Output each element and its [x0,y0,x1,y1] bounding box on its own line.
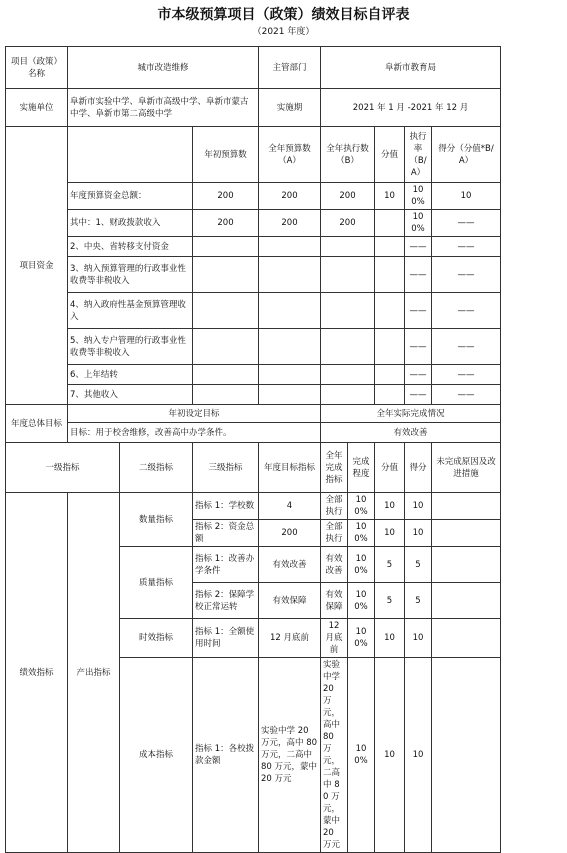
goals-plan-value: 目标：用于校舍维修，改善高中办学条件。 [68,423,321,443]
ind-header-degree: 完成程度 [348,443,375,493]
ind-header-got: 得分 [405,443,432,493]
funds-row: 7、其他收入 —— —— [6,385,501,405]
indicator-row: 成本指标 指标 1：各校拨款金额 实验中学 20 万元，高中 80 万元，二高中 80 万元，蒙中 20 万元 实验中学 20 万元，高中 80 万元，二高中 80 万元，蒙中 20 万元 100% 10 10 [6,658,501,853]
ind-l2-cost: 成本指标 [120,658,193,853]
ind-header-l3: 三级指标 [193,443,259,493]
funds-row: 2、中央、省转移支付资金 —— —— [6,237,501,257]
funds-header-init: 年初预算数 [193,127,259,183]
project-name-label: 项目（政策）名称 [6,47,68,89]
project-name-value: 城市改造维修 [68,47,259,89]
page-subtitle: （2021 年度） [252,27,315,37]
ind-header-actual: 全年完成指标 [321,443,348,493]
funds-section-label: 项目资金 [6,127,68,405]
goals-actual-label: 全年实际完成情况 [321,405,501,423]
ind-header-l1: 一级指标 [6,443,120,493]
dept-label: 主管部门 [259,47,321,89]
goals-plan-label: 年初设定目标 [68,405,321,423]
goals-value-row [6,423,501,443]
goals-section-label: 年度总体目标 [6,405,68,443]
ind-header-score: 分值 [375,443,405,493]
funds-header-exec: 全年执行数（B） [321,127,375,183]
ind-l2-time: 时效指标 [120,619,193,658]
dept-value: 阜新市教育局 [321,47,501,89]
goals-actual-value: 有效改善 [321,423,501,443]
indicator-row: 指标 2：保障学校正常运转 有效保障 有效保障 100% 5 5 [6,583,501,619]
indicator-row: 指标 2：资金总额 200 全部执行 100% 10 10 [6,520,501,547]
funds-row: 5、纳入专户管理的行政事业性收费等非税收入 —— —— [6,329,501,365]
ind-header-l2: 二级指标 [120,443,193,493]
period-label: 实施期 [259,89,321,127]
funds-row: 4、纳入政府性基金预算管理收入 —— —— [6,293,501,329]
ind-l2-quantity: 数量指标 [120,493,193,547]
page-title: 市本级预算项目（政策）绩效目标自评表 [157,7,410,23]
ind-header-target: 年度目标指标 [259,443,321,493]
funds-row: 6、上年结转 —— —— [6,365,501,385]
impl-value: 阜新市实验中学、阜新市高级中学、阜新市蒙古中学、阜新市第二高级中学 [68,89,259,127]
funds-header-score: 分值 [375,127,405,183]
ind-header-reason: 未完成原因及改进措施 [432,443,501,493]
funds-header-row [6,127,501,183]
indicator-row: 时效指标 指标 1：全额使用时间 12 月底前 12 月底前 100% 10 10 [6,619,501,658]
funds-row: 其中：1、财政拨款收入 200 200 200 100% —— [6,210,501,237]
indicator-row: 绩效指标 产出指标 数量指标 指标 1：学校数 4 全部执行 100% 10 10 [6,493,501,520]
ind-l1-outer: 绩效指标 [6,493,68,853]
impl-label: 实施单位 [6,89,68,127]
impl-row [6,89,501,127]
funds-row: 3、纳入预算管理的行政事业性收费等非税收入 —— —— [6,257,501,293]
funds-header-full: 全年预算数（A） [259,127,321,183]
funds-header-rate: 执行率（B/A） [405,127,432,183]
funds-header-got: 得分（分值*B/A） [432,127,501,183]
ind-l2-quality: 质量指标 [120,547,193,619]
ind-l1-output: 产出指标 [68,493,120,853]
funds-row: 年度预算资金总额： 200 200 200 10 100% 10 [6,183,501,210]
period-value: 2021 年 1 月 -2021 年 12 月 [321,89,501,127]
indicators-header-row [6,443,501,493]
self-evaluation-table [5,46,501,853]
goals-header-row [6,405,501,423]
indicator-row: 质量指标 指标 1：改善办学条件 有效改善 有效改善 100% 5 5 [6,547,501,583]
project-name-row [6,47,501,89]
